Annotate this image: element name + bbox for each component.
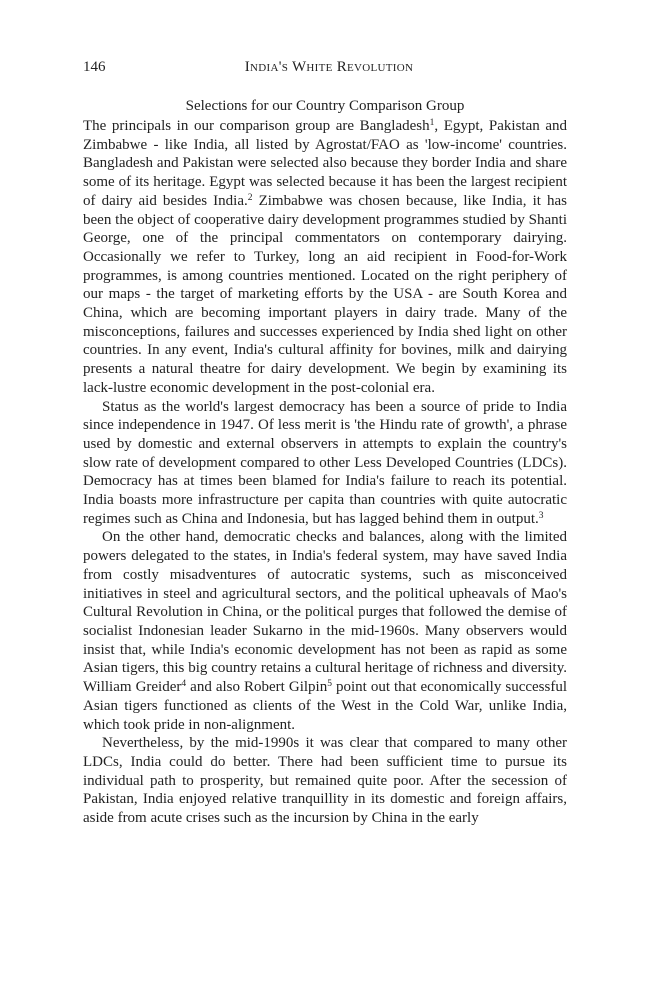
- paragraph: [83, 117, 567, 398]
- section-heading: Selections for our Country Comparison Group: [185, 98, 465, 114]
- running-header: [83, 56, 567, 78]
- body-text: [83, 117, 567, 828]
- running-title: India's White Revolution: [244, 59, 414, 75]
- book-page: [83, 56, 567, 828]
- footnote-marker: 3: [538, 510, 544, 521]
- page-number: 146: [83, 59, 106, 75]
- footnote-marker: 4: [181, 679, 187, 690]
- paragraph: [83, 398, 567, 529]
- paragraph-text: , Egypt, Pakistan and Zimbabwe - like India, all listed by Agrostat/FAO as 'low-income' countries. Bangladesh and Pakistan were selected also because they border India and share some of its heritage. Egypt was selected because it has been the largest recipient of dairy aid besides India.: [83, 118, 567, 209]
- paragraph-text: The principals in our comparison group are Bangladesh: [83, 118, 430, 134]
- paragraph-text: point out that economically successful Asian tigers functioned as clients of the West in the Cold War, unlike India, which took pride in non-alignment.: [83, 679, 567, 733]
- paragraph-text: Nevertheless, by the mid-1990s it was clear that compared to many other LDCs, India could do better. There had been sufficient time to pursue its individual path to prosperity, but remained quite poor. After the secession of Pakistan, India enjoyed relative tranquillity in its domestic and foreign affairs, aside from acute crises such as the incursion by China in the early: [83, 735, 567, 827]
- footnote-marker: 1: [429, 118, 435, 128]
- paragraph-text: Zimbabwe was chosen because, like India, it has been the object of cooperative dairy development programmes studied by Shanti George, one of the principal commentators on contemporary dairying. Occasionally we refer to Turkey, long an aid recipient in Food-for-Work programmes, is among countries mentioned. Located on the right periphery of our maps - the target of marketing efforts by the USA - are South Korea and China, which are becoming important players in dairy trade. Many of the misconceptions, failures and successes experienced by India shed light on other countries. In any event, India's cultural affinity for bovines, milk and dairying presents a natural theatre for dairy development. We begin by examining its lack-lustre economic development in the post-colonial era.: [83, 192, 567, 396]
- paragraph-text: On the other hand, democratic checks and balances, along with the limited powers delegated to the states, in India's federal system, may have saved India from costly misadventures of autocratic systems, such as misconceived initiatives in steel and agricultural sectors, and the political upheavals of Mao's Cultural Revolution in China, or the political purges that followed the demise of socialist Indonesian leader Sukarno in the mid-1960s. Many observers would insist that, while India's economic development has not been as rapid as some Asian tigers, this big country retains a cultural heritage of richness and diversity. William Greider: [83, 529, 567, 696]
- paragraph-text: and also Robert Gilpin: [186, 679, 328, 696]
- paragraph: [83, 734, 567, 828]
- paragraph: [83, 528, 567, 734]
- footnote-marker: 5: [327, 679, 332, 690]
- footnote-marker: 2: [247, 192, 253, 203]
- paragraph-text: Status as the world's largest democracy has been a source of pride to India since independence in 1947. Of less merit is 'the Hindu rate of growth', a phrase used by domestic and external observers in attempts to explain the country's slow rate of development compared to other Less Developed Countries (LDCs). Democracy has at times been blamed for India's failure to reach its potential. India boasts more infrastructure per capita than countries with quite autocratic regimes such as China and Indonesia, but has lagged behind them in output.: [83, 398, 567, 527]
